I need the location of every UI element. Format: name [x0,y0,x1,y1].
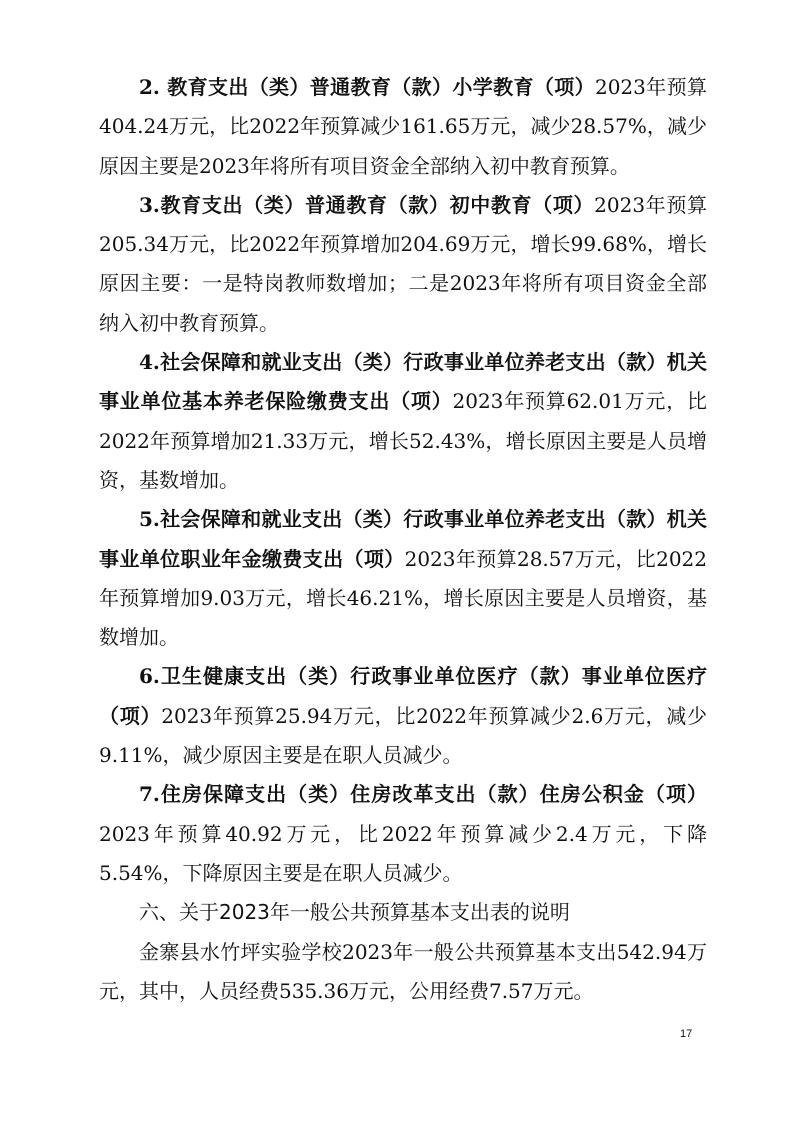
paragraph-heading: 2. 教育支出（类）普通教育（款）小学教育（项） [139,75,595,99]
paragraph-item-4 [99,343,707,500]
paragraph-heading: 4.社会保障和就业支出（类）行政事业单位养老支出（款）机关事业单位基本养老保险缴费支出（项） [99,350,707,414]
paragraph-text: 2023年预算62.01万元，比2022年预算增加21.33万元，增长52.43%，增长原因主要是人员增资，基数增加。 [99,389,708,492]
paragraph-text: 2023年预算404.24万元，比2022年预算减少161.65万元，减少28.57%，减少原因主要是2023年将所有项目资金全部纳入初中教育预算。 [99,75,707,178]
paragraph-item-3 [99,186,707,343]
paragraph-item-2 [99,68,707,186]
document-body [99,68,707,1011]
section-title: 六、关于2023年一般公共预算基本支出表的说明 [139,900,570,925]
section-paragraph: 金寨县水竹坪实验学校2023年一般公共预算基本支出542.94万元，其中，人员经费535.36万元，公用经费7.57万元。 [99,939,707,1003]
paragraph-item-5 [99,500,707,657]
paragraph-heading: 6.卫生健康支出（类）行政事业单位医疗（款）事业单位医疗（项） [99,664,707,728]
paragraph-item-6 [99,657,707,775]
paragraph-item-7 [99,775,707,893]
paragraph-text: 2023年预算25.94万元，比2022年预算减少2.6万元，减少9.11%，减少原因主要是在职人员减少。 [99,703,708,768]
paragraph-heading: 7.住房保障支出（类）住房改革支出（款）住房公积金（项） [139,782,707,807]
paragraph-text: 2023年预算205.34万元，比2022年预算增加204.69万元，增长99.68%，增长原因主要：一是特岗教师数增加；二是2023年将所有项目资金全部纳入初中教育预算。 [99,192,707,335]
paragraph-text: 2023年预算28.57万元，比2022年预算增加9.03万元，增长46.21%，增长原因主要是人员增资，基数增加。 [99,546,707,650]
page-number: 17 [680,1028,693,1040]
paragraph-heading: 3.教育支出（类）普通教育（款）初中教育（项） [139,192,595,217]
paragraph-text: 2023年预算40.92万元，比2022年预算减少2.4万元，下降5.54%，下降原因主要是在职人员减少。 [99,821,707,885]
paragraph-heading: 5.社会保障和就业支出（类）行政事业单位养老支出（款）机关事业单位职业年金缴费支出（项） [99,507,707,571]
